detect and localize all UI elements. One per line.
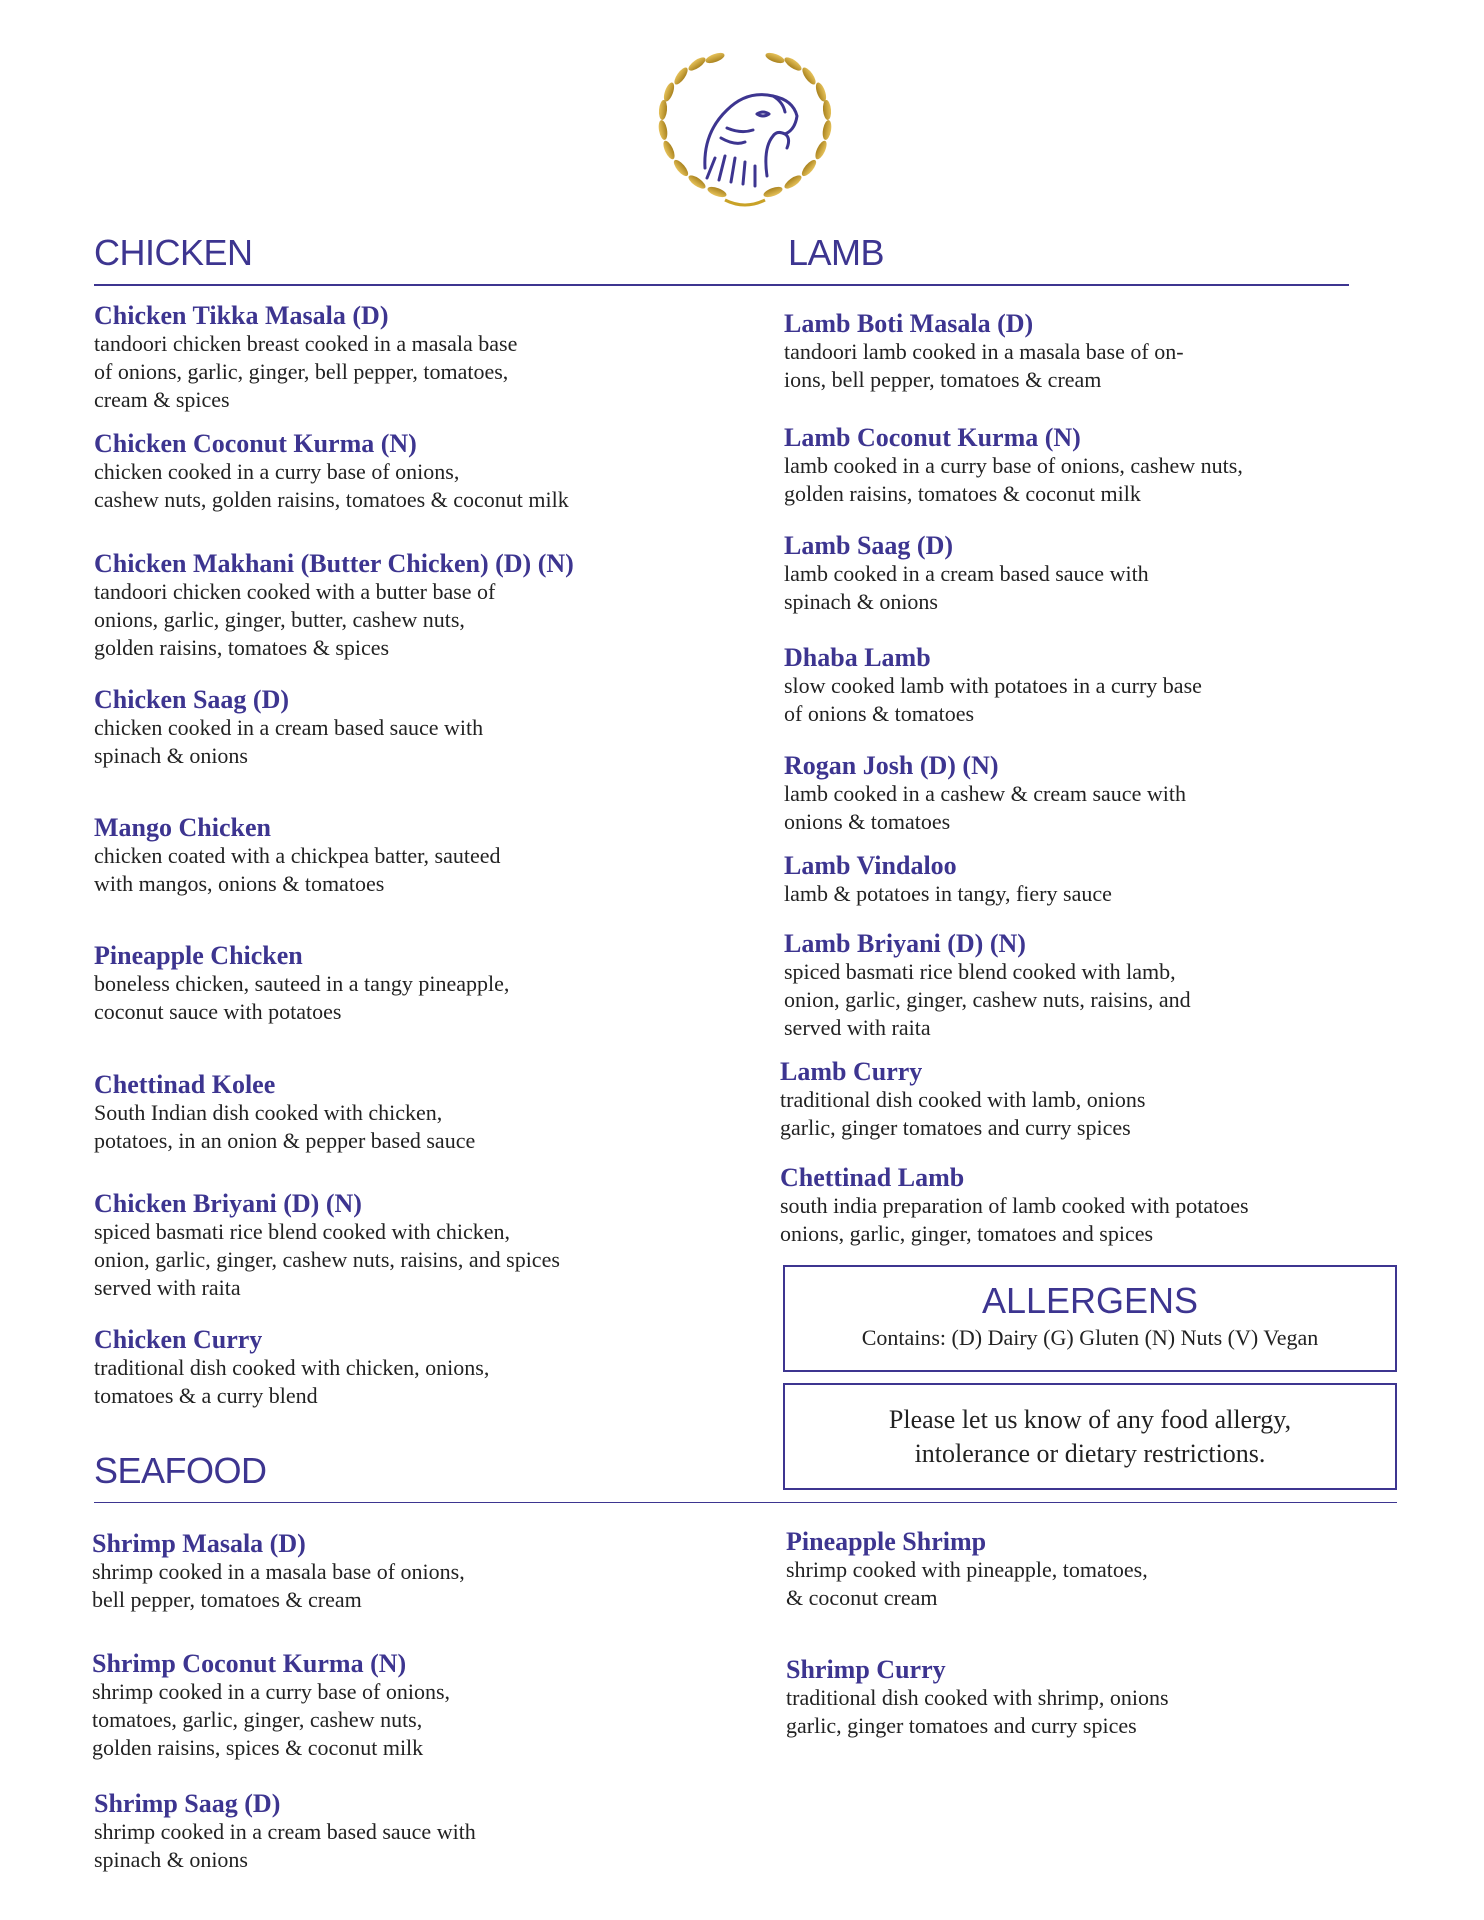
menu-item-desc: shrimp cooked with pineapple, tomatoes, & coconut cream	[786, 1557, 1148, 1610]
menu-item-name: Lamb Vindaloo	[784, 851, 957, 880]
menu-item	[784, 752, 1344, 836]
menu-item-desc: traditional dish cooked with lamb, onions garlic, ginger tomatoes and curry spices	[780, 1087, 1146, 1140]
menu-item-desc: shrimp cooked in a curry base of onions, tomatoes, garlic, ginger, cashew nuts, golden raisins, spices & coconut milk	[92, 1679, 451, 1760]
menu-item	[780, 1058, 1340, 1142]
menu-item-name: Shrimp Curry	[786, 1655, 946, 1684]
menu-item	[784, 644, 1344, 728]
menu-item-name: Lamb Curry	[780, 1057, 923, 1086]
menu-item	[786, 1528, 1346, 1612]
menu-item-name: Chettinad Lamb	[780, 1163, 965, 1192]
menu-item	[94, 550, 654, 662]
menu-item-desc: South Indian dish cooked with chicken, potatoes, in an onion & pepper based sauce	[94, 1100, 476, 1153]
allergens-box	[783, 1265, 1397, 1372]
menu-item-desc: traditional dish cooked with shrimp, onions garlic, ginger tomatoes and curry spices	[786, 1685, 1169, 1738]
menu-item-name: Shrimp Saag (D)	[94, 1789, 281, 1818]
menu-item-desc: tandoori lamb cooked in a masala base of on- ions, bell pepper, tomatoes & cream	[784, 339, 1184, 392]
menu-item	[94, 1790, 654, 1874]
menu-item-desc: lamb & potatoes in tangy, fiery sauce	[784, 881, 1112, 906]
eagle-laurel-logo	[645, 38, 845, 216]
menu-item-desc: tandoori chicken breast cooked in a masala base of onions, garlic, ginger, bell pepper, tomatoes, cream & spices	[94, 331, 518, 412]
menu-item	[784, 424, 1404, 508]
menu-item-desc: lamb cooked in a cream based sauce with spinach & onions	[784, 561, 1149, 614]
menu-item-name: Shrimp Masala (D)	[92, 1529, 306, 1558]
menu-item-name: Lamb Saag (D)	[784, 531, 954, 560]
menu-item-name: Chettinad Kolee	[94, 1070, 276, 1099]
menu-item	[94, 686, 654, 770]
section-title-seafood: SEAFOOD	[94, 1450, 267, 1491]
menu-item	[92, 1530, 652, 1614]
menu-item	[94, 1326, 654, 1410]
menu-item-name: Chicken Saag (D)	[94, 685, 290, 714]
allergy-notice-text: Please let us know of any food allergy, intolerance or dietary restrictions.	[888, 1405, 1292, 1468]
menu-item	[786, 1656, 1346, 1740]
menu-item-desc: chicken cooked in a cream based sauce with spinach & onions	[94, 715, 484, 768]
menu-item-desc: spiced basmati rice blend cooked with chicken, onion, garlic, ginger, cashew nuts, raisins, and spices served with raita	[94, 1219, 560, 1300]
menu-item	[780, 1164, 1420, 1248]
menu-item-desc: boneless chicken, sauteed in a tangy pineapple, coconut sauce with potatoes	[94, 971, 510, 1024]
menu-item-desc: lamb cooked in a cashew & cream sauce with onions & tomatoes	[784, 781, 1186, 834]
menu-item-desc: shrimp cooked in a cream based sauce with spinach & onions	[94, 1819, 476, 1872]
menu-item-name: Rogan Josh (D) (N)	[784, 751, 999, 780]
menu-item-name: Chicken Makhani (Butter Chicken) (D) (N)	[94, 549, 574, 578]
menu-item-name: Chicken Tikka Masala (D)	[94, 301, 389, 330]
menu-item-name: Dhaba Lamb	[784, 643, 931, 672]
eagle-icon	[645, 38, 845, 216]
menu-item-name: Lamb Coconut Kurma (N)	[784, 423, 1081, 452]
menu-item	[784, 852, 1344, 908]
menu-item	[784, 310, 1344, 394]
allergens-title: ALLERGENS	[981, 1280, 1199, 1321]
menu-item-desc: chicken coated with a chickpea batter, sauteed with mangos, onions & tomatoes	[94, 843, 501, 896]
allergy-notice-box	[783, 1383, 1397, 1490]
menu-item	[94, 942, 654, 1026]
menu-item-name: Pineapple Shrimp	[786, 1527, 987, 1556]
allergens-legend: Contains: (D) Dairy (G) Gluten (N) Nuts (V) Vegan	[861, 1325, 1319, 1350]
menu-item-name: Lamb Briyani (D) (N)	[784, 929, 1026, 958]
menu-item-name: Lamb Boti Masala (D)	[784, 309, 1034, 338]
section-title-lamb: LAMB	[788, 232, 885, 273]
menu-item	[784, 930, 1344, 1042]
menu-item-desc: lamb cooked in a curry base of onions, cashew nuts, golden raisins, tomatoes & coconut milk	[784, 453, 1243, 506]
menu-item-name: Pineapple Chicken	[94, 941, 303, 970]
menu-item-desc: chicken cooked in a curry base of onions, cashew nuts, golden raisins, tomatoes & coconut milk	[94, 459, 569, 512]
menu-item	[94, 302, 654, 414]
menu-item-desc: slow cooked lamb with potatoes in a curry base of onions & tomatoes	[784, 673, 1202, 726]
menu-item-name: Shrimp Coconut Kurma (N)	[92, 1649, 407, 1678]
section-title-chicken: CHICKEN	[94, 232, 253, 273]
menu-item	[94, 814, 654, 898]
menu-item	[94, 1071, 654, 1155]
menu-item-name: Chicken Curry	[94, 1325, 263, 1354]
menu-item-desc: shrimp cooked in a masala base of onions, bell pepper, tomatoes & cream	[92, 1559, 465, 1612]
menu-item-desc: traditional dish cooked with chicken, onions, tomatoes & a curry blend	[94, 1355, 490, 1408]
menu-item	[94, 1190, 694, 1302]
menu-item	[784, 532, 1344, 616]
menu-item-desc: spiced basmati rice blend cooked with lamb, onion, garlic, ginger, cashew nuts, raisins, and served with raita	[784, 959, 1191, 1040]
section-divider	[94, 1502, 1397, 1503]
menu-item-desc: tandoori chicken cooked with a butter base of onions, garlic, ginger, butter, cashew nuts, golden raisins, tomatoes & spices	[94, 579, 496, 660]
menu-item-desc: south india preparation of lamb cooked with potatoes onions, garlic, ginger, tomatoes and spices	[780, 1193, 1249, 1246]
menu-item-name: Mango Chicken	[94, 813, 271, 842]
menu-item	[94, 430, 694, 514]
menu-item-name: Chicken Briyani (D) (N)	[94, 1189, 362, 1218]
section-divider	[94, 284, 1349, 286]
menu-item	[92, 1650, 652, 1762]
menu-item-name: Chicken Coconut Kurma (N)	[94, 429, 417, 458]
